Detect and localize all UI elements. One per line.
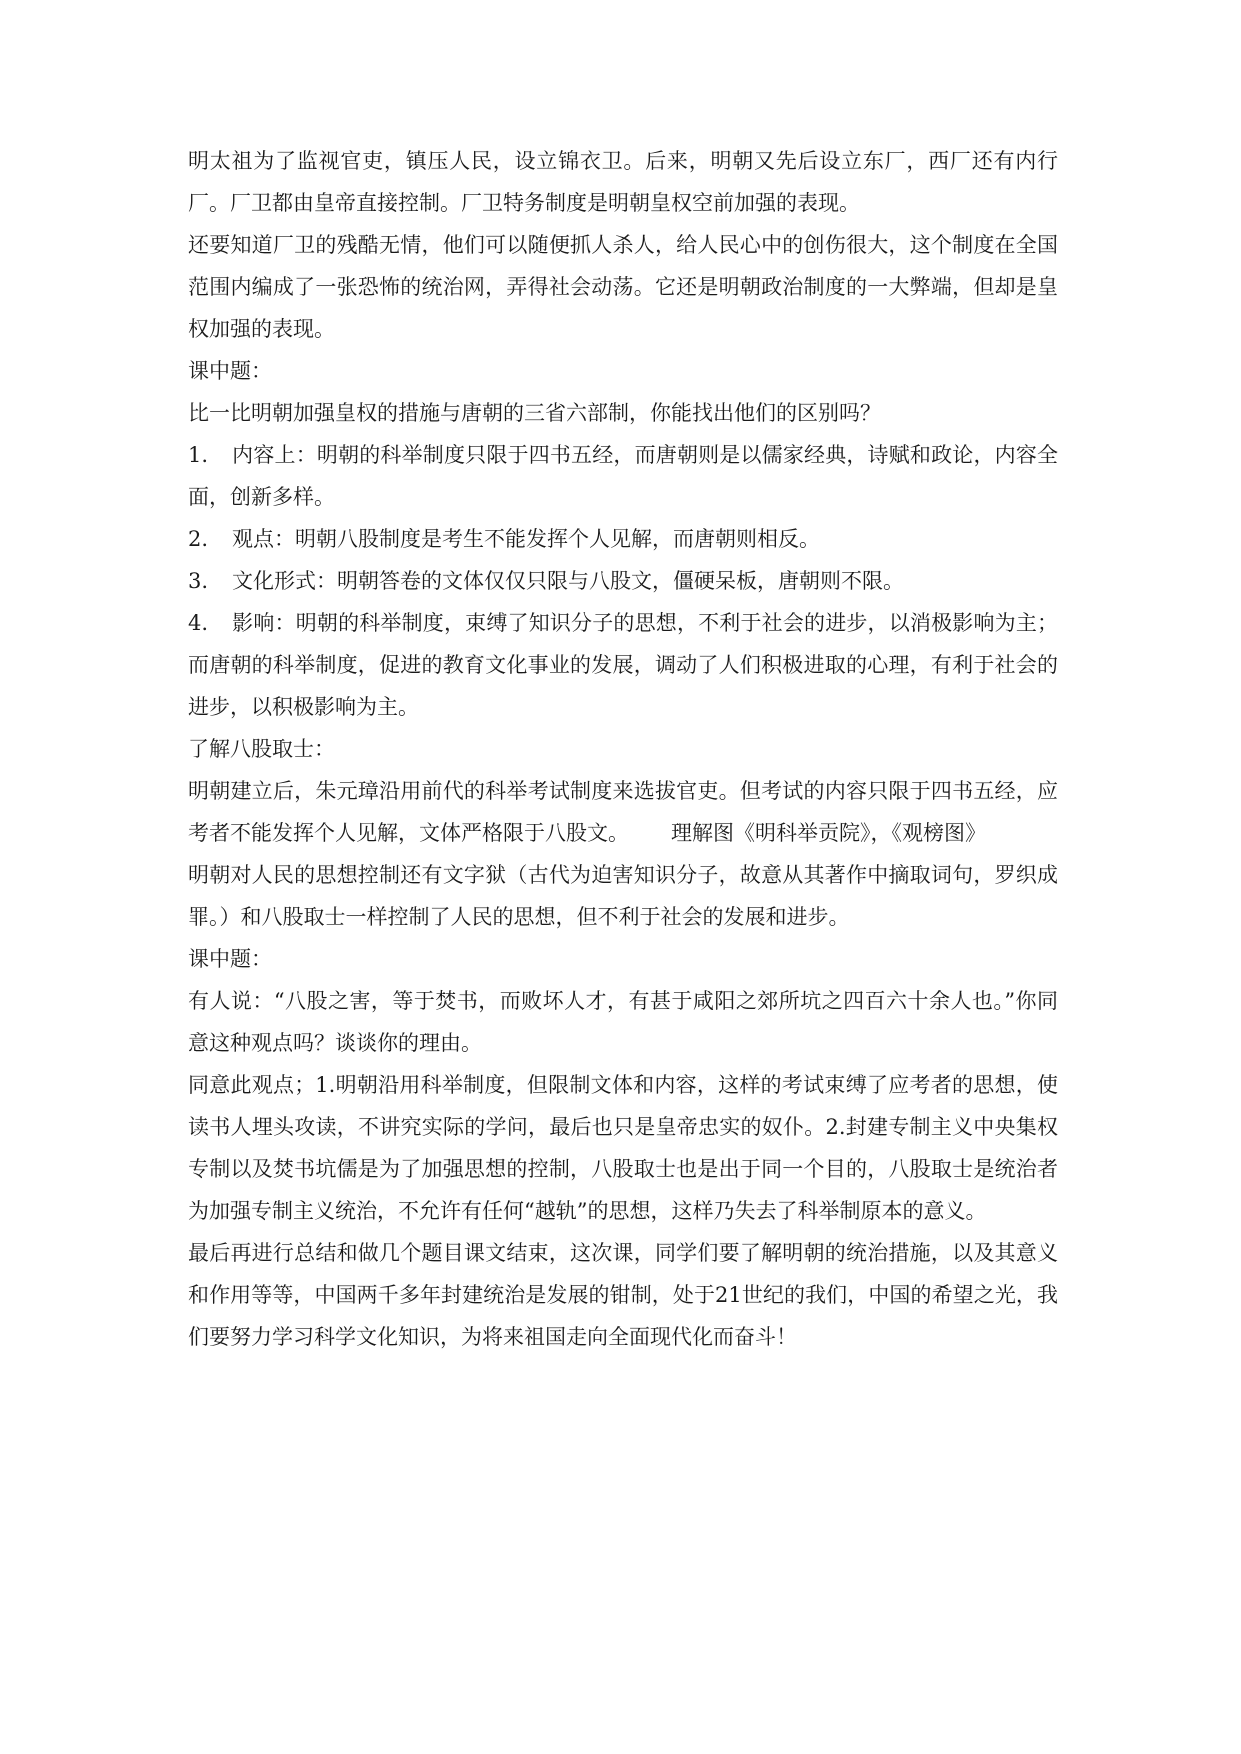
item-text: 内容上：明朝的科举制度只限于四书五经，而唐朝则是以儒家经典，诗赋和政论，内容全面，创新多样。 — [188, 443, 1058, 509]
item-text: 观点：明朝八股制度是考生不能发挥个人见解，而唐朝则相反。 — [232, 527, 820, 551]
paragraph-wenziyu: 明朝对人民的思想控制还有文字狱（古代为迫害知识分子，故意从其著作中摘取词句，罗织成罪。）和八股取士一样控制了人民的思想，但不利于社会的发展和进步。 — [188, 863, 1058, 929]
question-label: 课中题： — [188, 359, 272, 383]
item-text: 文化形式：明朝答卷的文体仅仅只限与八股文，僵硬呆板，唐朝则不限。 — [232, 569, 904, 593]
paragraph-changwei-cruelty: 还要知道厂卫的残酷无情，他们可以随便抓人杀人，给人民心中的创伤很大，这个制度在全国范围内编成了一张恐怖的统治网，弄得社会动荡。它还是明朝政治制度的一大弊端，但却是皇权加强的表现。 — [188, 233, 1058, 341]
comparison-item-viewpoint — [188, 518, 1058, 560]
paragraph-bagu — [188, 770, 1058, 854]
item-number: 4. — [188, 611, 209, 635]
item-number: 2. — [188, 527, 209, 551]
item-number: 3. — [188, 569, 209, 593]
conclusion-paragraph: 最后再进行总结和做几个题目课文结束，这次课，同学们要了解明朝的统治措施，以及其意义和作用等等，中国两千多年封建统治是发展的钳制，处于21世纪的我们，中国的希望之光，我们要努力学习科学文化知识，为将来祖国走向全面现代化而奋斗！ — [188, 1241, 1058, 1349]
comparison-item-form — [188, 560, 1058, 602]
item-text: 影响：明朝的科举制度，束缚了知识分子的思想，不利于社会的进步，以消极影响为主；而唐朝的科举制度，促进的教育文化事业的发展，调动了人们积极进取的心理，有利于社会的进步，以积极影响为主。 — [188, 611, 1058, 719]
comparison-item-impact — [188, 602, 1058, 728]
document-page — [188, 140, 1058, 1358]
comparison-item-content — [188, 434, 1058, 518]
answer-paragraph: 同意此观点；1.明朝沿用科举制度，但限制文体和内容，这样的考试束缚了应考者的思想，使读书人埋头攻读，不讲究实际的学问，最后也只是皇帝忠实的奴仆。2.封建专制主义中央集权专制以及焚书坑儒是为了加强思想的控制，八股取士也是出于同一个目的，八股取士是统治者为加强专制主义统治，不允许有任何“越轨”的思想，这样乃失去了科举制原本的意义。 — [188, 1073, 1058, 1223]
item-number: 1. — [188, 443, 209, 467]
section-bagu-heading: 了解八股取士： — [188, 737, 335, 761]
question-compare: 比一比明朝加强皇权的措施与唐朝的三省六部制，你能找出他们的区别吗？ — [188, 401, 881, 425]
question2-label: 课中题： — [188, 947, 272, 971]
paragraph-jinyiwei: 明太祖为了监视官吏，镇压人民，设立锦衣卫。后来，明朝又先后设立东厂，西厂还有内行厂。厂卫都由皇帝直接控制。厂卫特务制度是明朝皇权空前加强的表现。 — [188, 149, 1058, 215]
question2-text: 有人说：“八股之害，等于焚书，而败坏人才，有甚于咸阳之郊所坑之四百六十余人也。”你同意这种观点吗？谈谈你的理由。 — [188, 989, 1058, 1055]
bagu-figures-text: 理解图《明科举贡院》，《观榜图》 — [671, 821, 986, 845]
bagu-main-text: 明朝建立后，朱元璋沿用前代的科举考试制度来选拔官吏。但考试的内容只限于四书五经，应考者不能发挥个人见解，文体严格限于八股文。 — [188, 779, 1058, 845]
